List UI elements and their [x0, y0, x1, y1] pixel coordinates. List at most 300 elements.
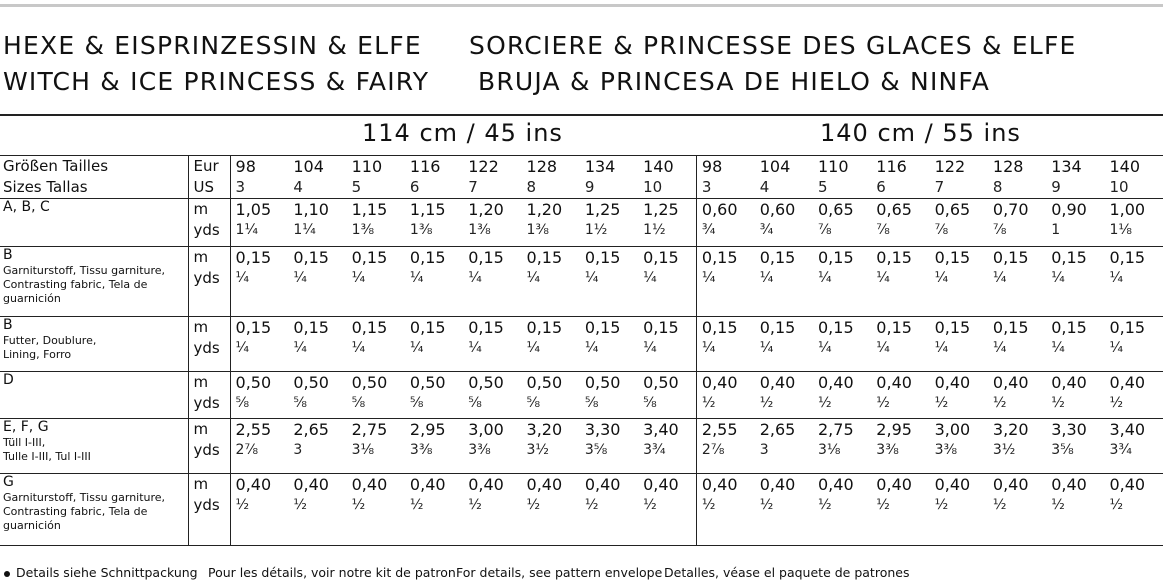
unit-yards: yds [193, 394, 220, 412]
amount-cell [347, 372, 405, 419]
amount-cell [988, 419, 1046, 474]
amount-meters: 0,40 [584, 475, 621, 494]
size-us: 10 [1109, 178, 1129, 196]
amount-meters: 0,40 [759, 475, 796, 494]
amount-meters: 0,40 [934, 475, 971, 494]
yardage-table [0, 155, 1163, 546]
amount-yards: 3⅝ [1051, 442, 1074, 458]
size-us: 3 [235, 178, 246, 196]
size-us: 7 [468, 178, 478, 196]
size-system-us: US [193, 178, 215, 196]
amount-meters: 0,15 [409, 248, 446, 267]
size-us: 10 [643, 178, 663, 196]
amount-cell [347, 317, 405, 372]
amount-meters: 0,15 [992, 318, 1029, 337]
amount-meters: 0,40 [293, 475, 329, 494]
size-cell [463, 156, 521, 199]
amount-meters: 0,40 [876, 475, 912, 494]
amount-yards: ¼ [351, 340, 366, 356]
amount-cell [230, 372, 288, 419]
amount-yards: ½ [818, 395, 832, 411]
size-eur: 122 [934, 157, 966, 176]
amount-yards: 3⅜ [934, 442, 958, 458]
amount-yards: ½ [1051, 395, 1065, 411]
amount-cell [755, 419, 813, 474]
amount-cell [638, 419, 696, 474]
size-eur: 116 [876, 157, 907, 176]
amount-meters: 0,40 [643, 475, 679, 494]
amount-meters: 0,15 [526, 248, 563, 267]
amount-meters: 0,15 [934, 318, 971, 337]
amount-yards: 1⅜ [526, 222, 549, 238]
amount-yards: ¼ [351, 270, 366, 286]
unit-meters: m [193, 373, 209, 391]
amount-yards: ¼ [1109, 340, 1124, 356]
amount-yards: ½ [643, 497, 657, 513]
amount-meters: 0,40 [992, 475, 1029, 494]
amount-cell [288, 199, 346, 247]
amount-yards: ½ [759, 497, 774, 513]
amount-meters: 0,50 [293, 373, 329, 392]
amount-yards: ¾ [759, 222, 774, 238]
amount-meters: 1,20 [526, 200, 563, 219]
amount-yards: ¼ [701, 270, 716, 286]
amount-meters: 0,40 [1109, 475, 1146, 494]
amount-cell [463, 317, 521, 372]
size-us: 5 [351, 178, 362, 196]
amount-yards: ¼ [293, 340, 307, 356]
amount-cell [1104, 419, 1163, 474]
size-us: 4 [759, 178, 770, 196]
amount-cell [813, 419, 871, 474]
size-eur: 98 [235, 157, 256, 176]
amount-meters: 0,60 [701, 200, 738, 219]
amount-meters: 2,75 [351, 420, 388, 439]
amount-yards: ½ [992, 497, 1007, 513]
view-cell [0, 419, 188, 474]
amount-yards: 2⅞ [235, 442, 259, 458]
amount-cell [230, 199, 288, 247]
amount-meters: 0,15 [584, 318, 621, 337]
amount-cell [755, 317, 813, 372]
fabric-label: Tulle I-III, Tul I-III [3, 450, 91, 463]
amount-cell [696, 372, 754, 419]
amount-yards: 2⅞ [701, 442, 725, 458]
amount-meters: 0,15 [468, 248, 504, 267]
title-french: SORCIERE & PRINCESSE DES GLACES & ELFE [469, 31, 1077, 60]
amount-meters: 1,25 [643, 200, 679, 219]
amount-yards: 3⅛ [351, 442, 375, 458]
title-english: WITCH & ICE PRINCESS & FAIRY [3, 67, 430, 96]
amount-cell [522, 419, 580, 474]
unit-yards: yds [193, 496, 220, 514]
amount-yards: ½ [934, 497, 949, 513]
amount-meters: 1,05 [235, 200, 272, 219]
amount-meters: 0,40 [701, 373, 738, 392]
yardage-row [0, 247, 1163, 317]
size-cell [638, 156, 696, 199]
view-label: G [3, 474, 14, 490]
amount-meters: 0,40 [1051, 475, 1087, 494]
size-label-line2: Sizes Tallas [3, 178, 88, 196]
size-cell [696, 156, 754, 199]
amount-yards: ¼ [934, 270, 949, 286]
view-label: E, F, G [3, 419, 49, 435]
footer-note-es: Detalles, véase el paquete de patrones [664, 565, 910, 580]
size-label-cell [0, 156, 188, 199]
amount-cell [871, 474, 929, 546]
amount-yards: ⅝ [643, 395, 657, 411]
amount-cell [1046, 317, 1104, 372]
unit-meters: m [193, 475, 209, 493]
amount-cell [288, 372, 346, 419]
amount-meters: 0,15 [701, 318, 738, 337]
amount-meters: 0,15 [1051, 248, 1087, 267]
amount-meters: 0,15 [351, 318, 388, 337]
amount-meters: 0,40 [235, 475, 272, 494]
fabric-label: Garniturstoff, Tissu garniture, [3, 491, 166, 504]
amount-cell [930, 419, 988, 474]
amount-yards: ⅞ [992, 222, 1007, 238]
amount-meters: 0,15 [876, 318, 912, 337]
amount-meters: 0,40 [818, 475, 854, 494]
amount-cell [696, 247, 754, 317]
size-eur: 104 [759, 157, 791, 176]
amount-meters: 2,95 [876, 420, 912, 439]
amount-cell [871, 247, 929, 317]
amount-cell [638, 474, 696, 546]
unit-yards: yds [193, 221, 220, 239]
amount-cell [463, 372, 521, 419]
amount-yards: ¼ [643, 340, 657, 356]
amount-yards: ½ [876, 395, 890, 411]
footer-note-en: For details, see pattern envelope [456, 565, 663, 580]
amount-yards: ¼ [701, 340, 716, 356]
size-header-row [0, 156, 1163, 199]
size-eur: 98 [701, 157, 723, 176]
size-us: 3 [701, 178, 712, 196]
amount-cell [230, 419, 288, 474]
amount-yards: 3⅜ [468, 442, 491, 458]
amount-cell [930, 317, 988, 372]
amount-meters: 1,15 [351, 200, 388, 219]
amount-cell [988, 372, 1046, 419]
size-cell [405, 156, 463, 199]
amount-meters: 0,50 [468, 373, 504, 392]
amount-cell [1046, 247, 1104, 317]
amount-cell [638, 199, 696, 247]
size-us: 7 [934, 178, 945, 196]
amount-cell [871, 419, 929, 474]
amount-meters: 0,50 [351, 373, 388, 392]
amount-yards: ½ [293, 497, 307, 513]
amount-yards: ¼ [818, 270, 832, 286]
amount-yards: ⅝ [584, 395, 599, 411]
amount-yards: ¼ [1109, 270, 1124, 286]
amount-yards: 3⅝ [584, 442, 608, 458]
size-label-line1: Größen Tailles [3, 157, 109, 175]
amount-cell [463, 247, 521, 317]
amount-yards: 1⅜ [409, 222, 433, 238]
amount-cell [1046, 474, 1104, 546]
amount-yards: ¼ [818, 340, 832, 356]
amount-yards: ¼ [1051, 340, 1065, 356]
amount-cell [871, 317, 929, 372]
unit-meters: m [193, 318, 209, 336]
fabric-label: Lining, Forro [3, 348, 72, 361]
amount-yards: 1½ [584, 222, 608, 238]
amount-cell [230, 317, 288, 372]
amount-meters: 0,50 [526, 373, 563, 392]
size-us: 9 [584, 178, 595, 196]
size-eur: 110 [351, 157, 383, 176]
size-eur: 128 [526, 157, 558, 176]
amount-yards: ¼ [584, 340, 599, 356]
view-cell [0, 372, 188, 419]
amount-yards: ¼ [876, 270, 890, 286]
amount-meters: 3,20 [526, 420, 563, 439]
amount-yards: ¼ [235, 340, 250, 356]
amount-yards: ⅞ [876, 222, 890, 238]
fabric-label: guarnición [3, 519, 61, 532]
amount-cell [463, 199, 521, 247]
size-cell [871, 156, 929, 199]
amount-yards: 3⅜ [409, 442, 433, 458]
amount-meters: 0,70 [992, 200, 1029, 219]
amount-yards: ¼ [759, 270, 774, 286]
view-label: D [3, 372, 14, 388]
unit-yards: yds [193, 441, 220, 459]
size-cell [813, 156, 871, 199]
amount-cell [813, 317, 871, 372]
amount-meters: 0,15 [818, 318, 854, 337]
amount-cell [1046, 372, 1104, 419]
amount-meters: 0,50 [409, 373, 446, 392]
size-us: 8 [992, 178, 1003, 196]
amount-yards: ¼ [1051, 270, 1065, 286]
amount-yards: 1 [1051, 222, 1061, 238]
amount-cell [930, 199, 988, 247]
amount-cell [638, 372, 696, 419]
amount-meters: 3,30 [584, 420, 621, 439]
amount-meters: 0,60 [759, 200, 796, 219]
amount-cell [463, 474, 521, 546]
amount-cell [696, 419, 754, 474]
amount-meters: 3,00 [934, 420, 971, 439]
amount-cell [580, 199, 638, 247]
unit-meters: m [193, 248, 209, 266]
amount-cell [696, 474, 754, 546]
amount-yards: ½ [992, 395, 1007, 411]
view-label: B [3, 247, 13, 263]
amount-yards: 3¾ [643, 442, 666, 458]
amount-cell [638, 247, 696, 317]
amount-meters: 0,15 [584, 248, 621, 267]
size-cell [1104, 156, 1163, 199]
amount-meters: 0,40 [468, 475, 504, 494]
size-eur: 104 [293, 157, 324, 176]
view-label: A, B, C [3, 199, 50, 215]
size-cell [930, 156, 988, 199]
fabric-label: guarnición [3, 292, 61, 305]
size-cell [522, 156, 580, 199]
amount-yards: ⅝ [409, 395, 424, 411]
view-cell [0, 317, 188, 372]
amount-meters: 0,50 [643, 373, 679, 392]
size-eur: 134 [584, 157, 616, 176]
size-cell [1046, 156, 1104, 199]
fabric-width-114: 114 cm / 45 ins [362, 119, 563, 147]
amount-meters: 0,40 [409, 475, 446, 494]
size-us: 8 [526, 178, 537, 196]
amount-cell [522, 474, 580, 546]
amount-cell [288, 474, 346, 546]
amount-meters: 0,15 [351, 248, 388, 267]
title-rule [0, 114, 1163, 116]
amount-cell [1104, 247, 1163, 317]
amount-cell [813, 372, 871, 419]
unit-cell [188, 372, 230, 419]
amount-yards: ½ [584, 497, 599, 513]
amount-cell [813, 247, 871, 317]
amount-yards: ⅝ [293, 395, 307, 411]
amount-yards: ½ [1109, 395, 1124, 411]
amount-yards: ½ [876, 497, 890, 513]
amount-yards: 1¼ [235, 222, 259, 238]
amount-cell [522, 247, 580, 317]
amount-cell [405, 372, 463, 419]
size-eur: 116 [409, 157, 441, 176]
amount-cell [230, 474, 288, 546]
amount-meters: 1,20 [468, 200, 504, 219]
size-cell [755, 156, 813, 199]
amount-yards: ¼ [409, 340, 424, 356]
amount-meters: 3,40 [643, 420, 679, 439]
unit-meters: m [193, 420, 209, 438]
amount-cell [522, 372, 580, 419]
fabric-label: Tüll I-III, [3, 436, 46, 449]
amount-yards: 1½ [643, 222, 666, 238]
size-us: 9 [1051, 178, 1061, 196]
amount-meters: 0,15 [759, 248, 796, 267]
amount-cell [755, 372, 813, 419]
amount-cell [813, 199, 871, 247]
footer-note-fr: Pour les détails, voir notre kit de patron [208, 565, 456, 580]
size-cell [580, 156, 638, 199]
amount-yards: ⅝ [351, 395, 366, 411]
top-rule [0, 4, 1163, 7]
unit-meters: m [193, 200, 209, 218]
size-eur: 140 [643, 157, 674, 176]
amount-cell [347, 419, 405, 474]
amount-yards: ¼ [526, 340, 541, 356]
amount-cell [580, 317, 638, 372]
amount-cell [638, 317, 696, 372]
size-us: 6 [409, 178, 420, 196]
amount-cell [1104, 474, 1163, 546]
amount-meters: 1,15 [409, 200, 446, 219]
amount-meters: 0,15 [876, 248, 912, 267]
amount-yards: 3½ [526, 442, 549, 458]
amount-meters: 3,40 [1109, 420, 1146, 439]
title-german: HEXE & EISPRINZESSIN & ELFE [3, 31, 422, 60]
amount-meters: 2,55 [235, 420, 272, 439]
amount-yards: ¾ [701, 222, 716, 238]
amount-meters: 0,15 [643, 318, 679, 337]
amount-meters: 0,40 [876, 373, 912, 392]
amount-cell [288, 317, 346, 372]
amount-cell [930, 372, 988, 419]
amount-meters: 0,40 [701, 475, 738, 494]
amount-cell [755, 199, 813, 247]
amount-yards: ⅝ [526, 395, 541, 411]
amount-meters: 0,15 [235, 248, 272, 267]
amount-cell [1046, 199, 1104, 247]
amount-yards: ½ [409, 497, 424, 513]
amount-yards: 1⅛ [1109, 222, 1132, 238]
amount-meters: 0,40 [1051, 373, 1087, 392]
amount-yards: ⅝ [468, 395, 482, 411]
amount-meters: 0,15 [293, 248, 329, 267]
amount-cell [988, 247, 1046, 317]
amount-meters: 0,40 [759, 373, 796, 392]
amount-meters: 2,55 [701, 420, 738, 439]
size-cell [988, 156, 1046, 199]
amount-cell [1104, 199, 1163, 247]
unit-yards: yds [193, 339, 220, 357]
amount-cell [347, 199, 405, 247]
amount-meters: 0,40 [818, 373, 854, 392]
amount-meters: 0,50 [584, 373, 621, 392]
amount-yards: 3½ [992, 442, 1016, 458]
amount-yards: ⅞ [818, 222, 832, 238]
size-us: 4 [293, 178, 303, 196]
amount-cell [930, 247, 988, 317]
amount-meters: 2,75 [818, 420, 854, 439]
size-us: 6 [876, 178, 886, 196]
size-eur: 134 [1051, 157, 1082, 176]
amount-yards: ½ [934, 395, 949, 411]
amount-cell [288, 247, 346, 317]
fabric-label: Contrasting fabric, Tela de [3, 505, 148, 518]
amount-yards: ½ [701, 497, 716, 513]
size-cell [230, 156, 288, 199]
amount-cell [230, 247, 288, 317]
amount-yards: ¼ [409, 270, 424, 286]
amount-yards: ¼ [293, 270, 307, 286]
amount-yards: ½ [1051, 497, 1065, 513]
amount-meters: 0,15 [759, 318, 796, 337]
fabric-label: Contrasting fabric, Tela de [3, 278, 148, 291]
amount-meters: 0,15 [1109, 248, 1146, 267]
view-cell [0, 199, 188, 247]
amount-meters: 0,40 [1109, 373, 1146, 392]
unit-cell [188, 247, 230, 317]
size-us: 5 [818, 178, 828, 196]
amount-cell [988, 474, 1046, 546]
amount-meters: 0,40 [351, 475, 388, 494]
amount-yards: ¼ [992, 270, 1007, 286]
amount-meters: 0,65 [818, 200, 854, 219]
amount-yards: ½ [526, 497, 541, 513]
amount-cell [522, 199, 580, 247]
amount-yards: ½ [1109, 497, 1124, 513]
amount-cell [347, 247, 405, 317]
amount-cell [522, 317, 580, 372]
amount-yards: 1⅜ [351, 222, 375, 238]
amount-yards: ¼ [584, 270, 599, 286]
size-eur: 128 [992, 157, 1024, 176]
